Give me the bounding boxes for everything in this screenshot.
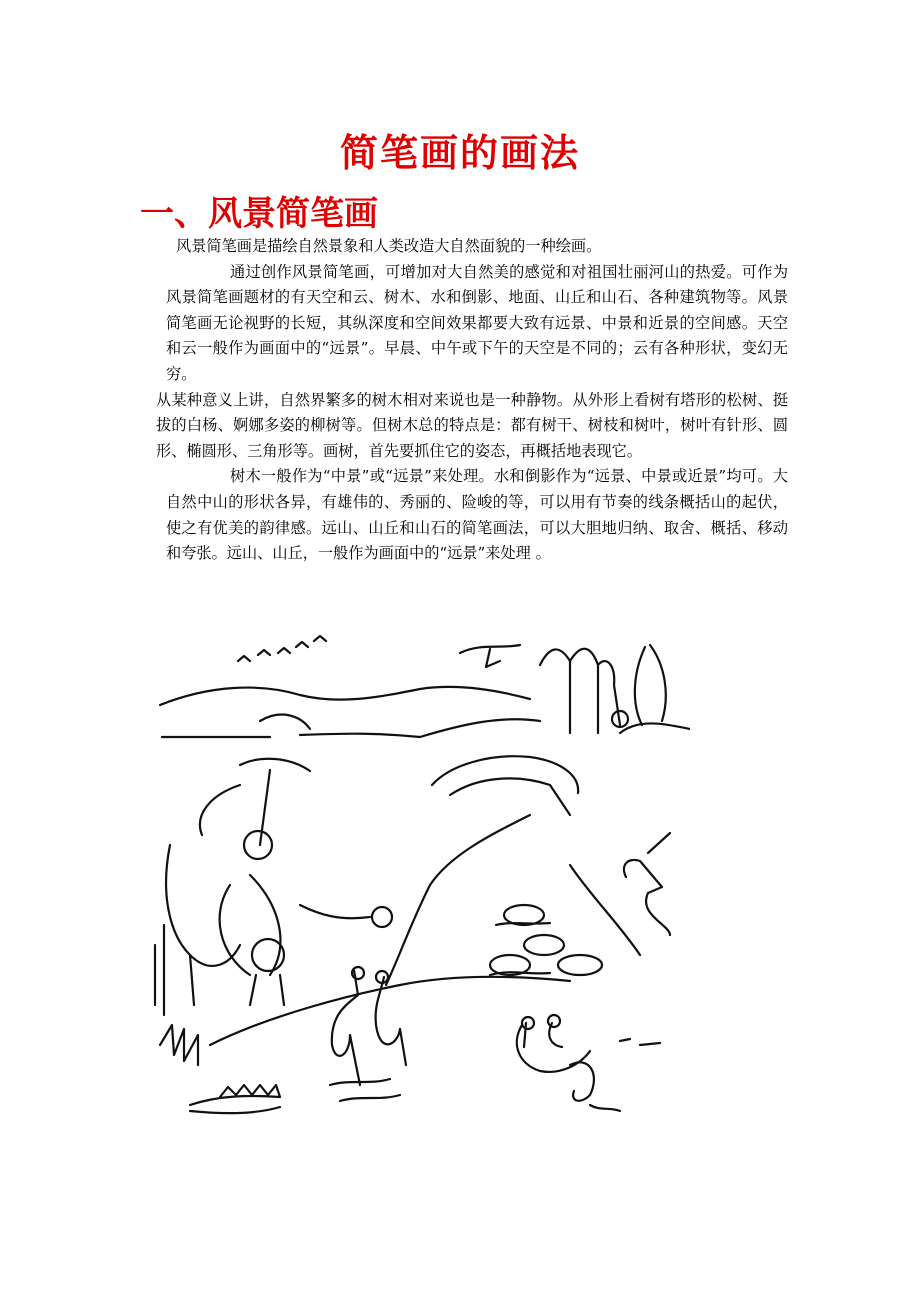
paragraph-1: 风景简笔画是描绘自然景象和人类改造大自然面貌的一种绘画。 — [176, 237, 602, 255]
body-text — [156, 234, 788, 567]
section-heading: 一、风景简笔画 — [140, 194, 378, 234]
page-title: 简笔画的画法 — [339, 131, 580, 175]
paragraph-4: 树木一般作为“中景”或“远景”来处理。水和倒影作为“远景、中景或近景”均可。大自然中山的形状各异，有雄伟的、秀丽的、险峻的等，可以用有节奏的线条概括山的起伏，使之有优美的韵律感。远山、山丘和山石的简笔画法，可以大胆地归纳、取舍、概括、移动和夸张。远山、山丘，一般作为画面中的“远景”来处理 。 — [166, 467, 788, 563]
paragraph-2: 通过创作风景简笔画，可增加对大自然美的感觉和对祖国壮丽河山的热爱。可作为风景简笔画题材的有天空和云、树木、水和倒影、地面、山丘和山石、各种建筑物等。风景简笔画无论视野的长短，其纵深度和空间效果都要大致有远景、中景和近景的空间感。天空和云一般作为画面中的“远景”。早晨、中午或下午的天空是不同的；云有各种形状，变幻无穷。 — [166, 262, 788, 383]
landscape-illustration — [150, 625, 690, 1140]
paragraph-3: 从某种意义上讲，自然界繁多的树木相对来说也是一种静物。从外形上看树有塔形的松树、挺拔的白杨、婀娜多姿的柳树等。但树木总的特点是：都有树干、树枝和树叶，树叶有针形、圆形、椭圆形、三角形等。画树，首先要抓住它的姿态，再概括地表现它。 — [156, 390, 788, 460]
